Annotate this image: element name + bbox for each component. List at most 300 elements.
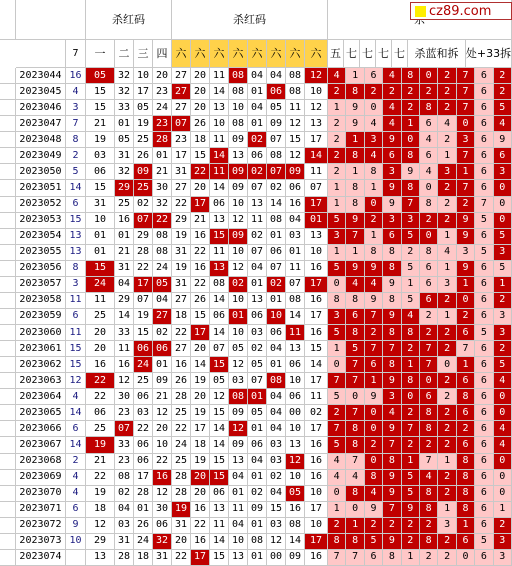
cell-b: 13: [305, 229, 328, 245]
row-count: 15: [66, 213, 86, 229]
cell-b: 10: [305, 84, 328, 100]
cell-b: 22: [172, 325, 191, 341]
cell-a: 05: [153, 277, 172, 293]
row-count: 13: [66, 229, 86, 245]
cell-b: 14: [210, 180, 229, 196]
cell-b: 14: [210, 325, 229, 341]
cell-b: 13: [286, 437, 305, 453]
cell-b: 08: [229, 389, 248, 405]
cell-b: 27: [172, 180, 191, 196]
header-col-c: 七: [344, 40, 360, 68]
cell-b: 04: [229, 518, 248, 534]
cell-b: 09: [229, 229, 248, 245]
cell-c: 8: [457, 470, 475, 486]
cell-a: 33: [115, 100, 134, 116]
cell-c: 7: [457, 100, 475, 116]
cell-b: 20: [191, 100, 210, 116]
row-margin: [0, 68, 16, 84]
cell-c: 7: [328, 421, 346, 437]
cell-a: 30: [115, 389, 134, 405]
cell-a: 17: [134, 277, 153, 293]
cell-a: 15: [86, 100, 115, 116]
cell-c: 9: [365, 261, 383, 277]
row-margin: [0, 132, 16, 148]
cell-c: 6: [475, 309, 493, 325]
cell-b: 20: [191, 389, 210, 405]
cell-b: 12: [229, 213, 248, 229]
cell-c: 1: [365, 373, 383, 389]
cell-b: 22: [191, 164, 210, 180]
cell-b: 06: [286, 180, 305, 196]
cell-a: 25: [134, 132, 153, 148]
cell-c: 3: [328, 229, 346, 245]
cell-b: 20: [191, 486, 210, 502]
cell-b: 08: [286, 518, 305, 534]
cell-c: 4: [420, 164, 438, 180]
cell-c: 9: [383, 277, 401, 293]
cell-c: 3: [438, 277, 456, 293]
cell-c: 8: [383, 325, 401, 341]
cell-a: 20: [153, 68, 172, 84]
cell-a: 10: [153, 437, 172, 453]
cell-a: 31: [115, 148, 134, 164]
cell-c: 7: [383, 502, 401, 518]
cell-b: 16: [305, 550, 328, 566]
cell-c: 5: [402, 470, 420, 486]
cell-c: 0: [420, 68, 438, 84]
row-id: 2023072: [16, 518, 66, 534]
cell-c: 2: [420, 437, 438, 453]
cell-a: 33: [115, 325, 134, 341]
cell-b: 10: [305, 486, 328, 502]
cell-b: 16: [305, 437, 328, 453]
cell-b: 01: [248, 550, 267, 566]
cell-b: 06: [210, 486, 229, 502]
cell-c: 2: [402, 534, 420, 550]
cell-b: 16: [286, 502, 305, 518]
row-count: 4: [66, 389, 86, 405]
cell-c: 6: [475, 277, 493, 293]
cell-c: 2: [328, 132, 346, 148]
cell-b: 10: [210, 116, 229, 132]
cell-b: 14: [210, 421, 229, 437]
cell-a: 17: [134, 470, 153, 486]
row-id: 2023053: [16, 213, 66, 229]
header-col-b: 六: [248, 40, 267, 68]
cell-b: 07: [305, 180, 328, 196]
cell-a: 25: [115, 197, 134, 213]
row-margin: [0, 437, 16, 453]
cell-c: 2: [328, 164, 346, 180]
cell-a: 16: [153, 470, 172, 486]
cell-b: 13: [229, 454, 248, 470]
row-count: 10: [66, 534, 86, 550]
cell-c: 2: [494, 293, 512, 309]
cell-c: 2: [438, 550, 456, 566]
cell-b: 14: [305, 357, 328, 373]
cell-c: 2: [438, 486, 456, 502]
cell-c: 4: [494, 421, 512, 437]
cell-a: 02: [134, 197, 153, 213]
cell-a: 21: [115, 245, 134, 261]
cell-b: 03: [248, 325, 267, 341]
cell-a: 05: [134, 100, 153, 116]
cell-c: 2: [365, 325, 383, 341]
cell-c: 8: [457, 454, 475, 470]
row-count: 8: [66, 261, 86, 277]
cell-c: 2: [328, 405, 346, 421]
row-count: 4: [66, 486, 86, 502]
cell-c: 6: [475, 132, 493, 148]
cell-c: 0: [420, 180, 438, 196]
cell-c: 8: [402, 325, 420, 341]
cell-c: 6: [420, 389, 438, 405]
cell-a: 16: [115, 213, 134, 229]
cell-b: 04: [267, 68, 286, 84]
cell-c: 2: [328, 148, 346, 164]
cell-c: 8: [383, 454, 401, 470]
cell-c: 4: [402, 309, 420, 325]
cell-b: 10: [286, 373, 305, 389]
cell-a: 14: [115, 309, 134, 325]
cell-c: 2: [438, 437, 456, 453]
cell-b: 07: [210, 341, 229, 357]
cell-b: 01: [267, 357, 286, 373]
cell-b: 15: [191, 309, 210, 325]
cell-c: 1: [438, 229, 456, 245]
cell-a: 03: [115, 518, 134, 534]
cell-c: 0: [420, 229, 438, 245]
cell-c: 0: [346, 502, 364, 518]
row-id: 2023055: [16, 245, 66, 261]
cell-c: 3: [494, 245, 512, 261]
cell-c: 8: [420, 534, 438, 550]
cell-c: 0: [494, 213, 512, 229]
cell-a: 01: [115, 116, 134, 132]
cell-c: 9: [346, 213, 364, 229]
cell-a: 25: [134, 373, 153, 389]
cell-b: 17: [305, 277, 328, 293]
cell-a: 12: [86, 518, 115, 534]
cell-b: 20: [191, 180, 210, 196]
cell-c: 4: [438, 245, 456, 261]
cell-c: 6: [475, 518, 493, 534]
cell-a: 06: [134, 454, 153, 470]
cell-c: 1: [328, 180, 346, 196]
cell-b: 27: [172, 100, 191, 116]
cell-c: 2: [402, 405, 420, 421]
header-col-b: 六: [210, 40, 229, 68]
cell-a: 26: [134, 148, 153, 164]
row-margin: [0, 164, 16, 180]
cell-b: 20: [172, 534, 191, 550]
cell-a: 10: [86, 213, 115, 229]
cell-b: 07: [267, 164, 286, 180]
cell-c: 5: [402, 229, 420, 245]
header-col-c: 七: [376, 40, 392, 68]
row-count: 3: [66, 100, 86, 116]
cell-b: 06: [248, 309, 267, 325]
cell-b: 02: [267, 277, 286, 293]
cell-c: 2: [494, 68, 512, 84]
cell-c: 8: [383, 245, 401, 261]
cell-c: 6: [457, 405, 475, 421]
cell-c: 0: [494, 389, 512, 405]
cell-a: 19: [86, 486, 115, 502]
row-margin: [0, 116, 16, 132]
cell-b: 09: [229, 132, 248, 148]
cell-c: 9: [457, 213, 475, 229]
cell-c: 8: [365, 245, 383, 261]
cell-a: 27: [153, 309, 172, 325]
cell-c: 4: [346, 470, 364, 486]
cell-c: 4: [365, 116, 383, 132]
cell-c: 6: [475, 550, 493, 566]
cell-b: 03: [286, 229, 305, 245]
cell-c: 0: [402, 389, 420, 405]
row-id: 2023049: [16, 148, 66, 164]
row-id: 2023073: [16, 534, 66, 550]
cell-b: 13: [248, 197, 267, 213]
cell-b: 02: [248, 341, 267, 357]
header-col-b: 六: [267, 40, 286, 68]
cell-a: 01: [86, 229, 115, 245]
cell-b: 11: [210, 132, 229, 148]
cell-b: 11: [305, 389, 328, 405]
row-margin: [0, 100, 16, 116]
cell-c: 0: [365, 421, 383, 437]
cell-a: 25: [134, 180, 153, 196]
cell-c: 2: [438, 293, 456, 309]
cell-c: 0: [457, 116, 475, 132]
cell-c: 1: [365, 229, 383, 245]
cell-a: 01: [153, 148, 172, 164]
cell-c: 4: [346, 277, 364, 293]
cell-a: 09: [134, 164, 153, 180]
cell-c: 7: [365, 341, 383, 357]
cell-c: 5: [494, 100, 512, 116]
cell-c: 8: [346, 534, 364, 550]
cell-c: 6: [420, 277, 438, 293]
cell-c: 1: [457, 277, 475, 293]
cell-c: 2: [438, 180, 456, 196]
cell-c: 8: [420, 245, 438, 261]
row-count: 3: [66, 277, 86, 293]
cell-c: 1: [402, 454, 420, 470]
cell-b: 10: [229, 325, 248, 341]
cell-b: 18: [191, 437, 210, 453]
cell-a: 01: [115, 229, 134, 245]
cell-c: 2: [457, 421, 475, 437]
row-margin: [0, 341, 16, 357]
cell-c: 6: [475, 454, 493, 470]
cell-b: 02: [267, 180, 286, 196]
cell-c: 8: [346, 84, 364, 100]
row-count: 14: [66, 437, 86, 453]
cell-c: 2: [438, 213, 456, 229]
cell-b: 14: [305, 148, 328, 164]
cell-c: 9: [383, 197, 401, 213]
cell-b: 17: [305, 502, 328, 518]
row-margin: [0, 470, 16, 486]
cell-b: 16: [305, 325, 328, 341]
cell-c: 3: [438, 164, 456, 180]
row-margin: [0, 486, 16, 502]
cell-a: 13: [86, 550, 115, 566]
cell-c: 4: [494, 437, 512, 453]
cell-c: 4: [383, 68, 401, 84]
cell-b: 07: [248, 373, 267, 389]
cell-c: 9: [346, 116, 364, 132]
cell-c: 0: [457, 293, 475, 309]
row-count: 2: [66, 148, 86, 164]
cell-a: 11: [86, 293, 115, 309]
cell-b: 15: [210, 454, 229, 470]
cell-c: 4: [365, 148, 383, 164]
row-count: 12: [66, 373, 86, 389]
row-count: 15: [66, 341, 86, 357]
cell-c: 6: [420, 148, 438, 164]
cell-b: 05: [229, 341, 248, 357]
cell-c: 7: [420, 454, 438, 470]
cell-b: 06: [210, 197, 229, 213]
cell-c: 6: [475, 84, 493, 100]
cell-b: 13: [229, 550, 248, 566]
cell-b: 13: [286, 341, 305, 357]
cell-c: 0: [365, 197, 383, 213]
cell-b: 01: [267, 229, 286, 245]
cell-c: 6: [365, 550, 383, 566]
cell-b: 16: [191, 261, 210, 277]
row-count: 2: [66, 454, 86, 470]
cell-b: 00: [267, 550, 286, 566]
cell-c: 8: [457, 486, 475, 502]
cell-b: 05: [286, 486, 305, 502]
cell-c: 1: [346, 245, 364, 261]
cell-b: 09: [229, 405, 248, 421]
cell-a: 06: [153, 341, 172, 357]
cell-b: 16: [191, 229, 210, 245]
cell-a: 22: [86, 373, 115, 389]
cell-b: 06: [248, 437, 267, 453]
cell-a: 22: [153, 454, 172, 470]
cell-c: 1: [438, 309, 456, 325]
header-col-b: 六: [229, 40, 248, 68]
cell-a: 15: [134, 325, 153, 341]
cell-b: 19: [172, 502, 191, 518]
row-id: 2023051: [16, 180, 66, 196]
cell-c: 4: [383, 100, 401, 116]
row-margin: [0, 261, 16, 277]
row-count: [66, 550, 86, 566]
cell-c: 5: [328, 389, 346, 405]
cell-b: 09: [229, 180, 248, 196]
cell-b: 19: [191, 373, 210, 389]
row-count: 11: [66, 325, 86, 341]
header-col-c: 七: [392, 40, 408, 68]
cell-b: 08: [267, 148, 286, 164]
cell-b: 18: [191, 132, 210, 148]
cell-c: 6: [475, 502, 493, 518]
cell-c: 5: [328, 325, 346, 341]
cell-b: 01: [229, 486, 248, 502]
row-id: 2023057: [16, 277, 66, 293]
cell-c: 1: [494, 277, 512, 293]
cell-a: 08: [115, 470, 134, 486]
cell-c: 1: [346, 518, 364, 534]
cell-c: 4: [420, 132, 438, 148]
cell-b: 07: [286, 277, 305, 293]
cell-a: 07: [134, 213, 153, 229]
row-id: 2023058: [16, 293, 66, 309]
cell-b: 15: [267, 502, 286, 518]
cell-c: 1: [328, 100, 346, 116]
cell-a: 08: [153, 229, 172, 245]
cell-b: 01: [248, 116, 267, 132]
cell-c: 8: [457, 389, 475, 405]
header-group-1: 杀红码: [86, 0, 172, 40]
cell-c: 6: [475, 357, 493, 373]
cell-a: 31: [153, 550, 172, 566]
cell-b: 14: [191, 357, 210, 373]
cell-c: 8: [346, 293, 364, 309]
site-url: cz89.com: [429, 3, 492, 19]
cell-c: 6: [383, 229, 401, 245]
cell-b: 02: [229, 277, 248, 293]
cell-a: 19: [134, 309, 153, 325]
cell-c: 6: [365, 357, 383, 373]
cell-b: 27: [172, 341, 191, 357]
cell-c: 6: [475, 293, 493, 309]
cell-b: 00: [286, 405, 305, 421]
cell-c: 8: [365, 164, 383, 180]
corner-cell: [0, 0, 16, 40]
cell-c: 2: [402, 100, 420, 116]
cell-c: 4: [438, 116, 456, 132]
header-col-b: 六: [305, 40, 328, 68]
cell-a: 22: [86, 470, 115, 486]
cell-a: 21: [153, 389, 172, 405]
cell-c: 3: [365, 132, 383, 148]
cell-c: 6: [457, 373, 475, 389]
cell-c: 6: [457, 534, 475, 550]
row-id: 2023067: [16, 437, 66, 453]
row-id: 2023065: [16, 405, 66, 421]
cell-a: 04: [153, 293, 172, 309]
cell-c: 2: [494, 84, 512, 100]
cell-a: 24: [86, 277, 115, 293]
cell-c: 9: [402, 502, 420, 518]
cell-a: 06: [86, 405, 115, 421]
cell-c: 2: [420, 550, 438, 566]
cell-c: 8: [420, 197, 438, 213]
cell-c: 9: [383, 486, 401, 502]
cell-c: 2: [365, 84, 383, 100]
cell-c: 0: [494, 405, 512, 421]
cell-c: 2: [438, 389, 456, 405]
cell-b: 10: [286, 421, 305, 437]
cell-b: 26: [191, 116, 210, 132]
cell-c: 2: [420, 325, 438, 341]
cell-b: 19: [172, 261, 191, 277]
cell-c: 4: [328, 68, 346, 84]
cell-c: 9: [494, 132, 512, 148]
cell-b: 08: [229, 116, 248, 132]
cell-c: 9: [383, 180, 401, 196]
cell-c: 6: [475, 68, 493, 84]
cell-c: 0: [457, 550, 475, 566]
cell-b: 03: [267, 437, 286, 453]
